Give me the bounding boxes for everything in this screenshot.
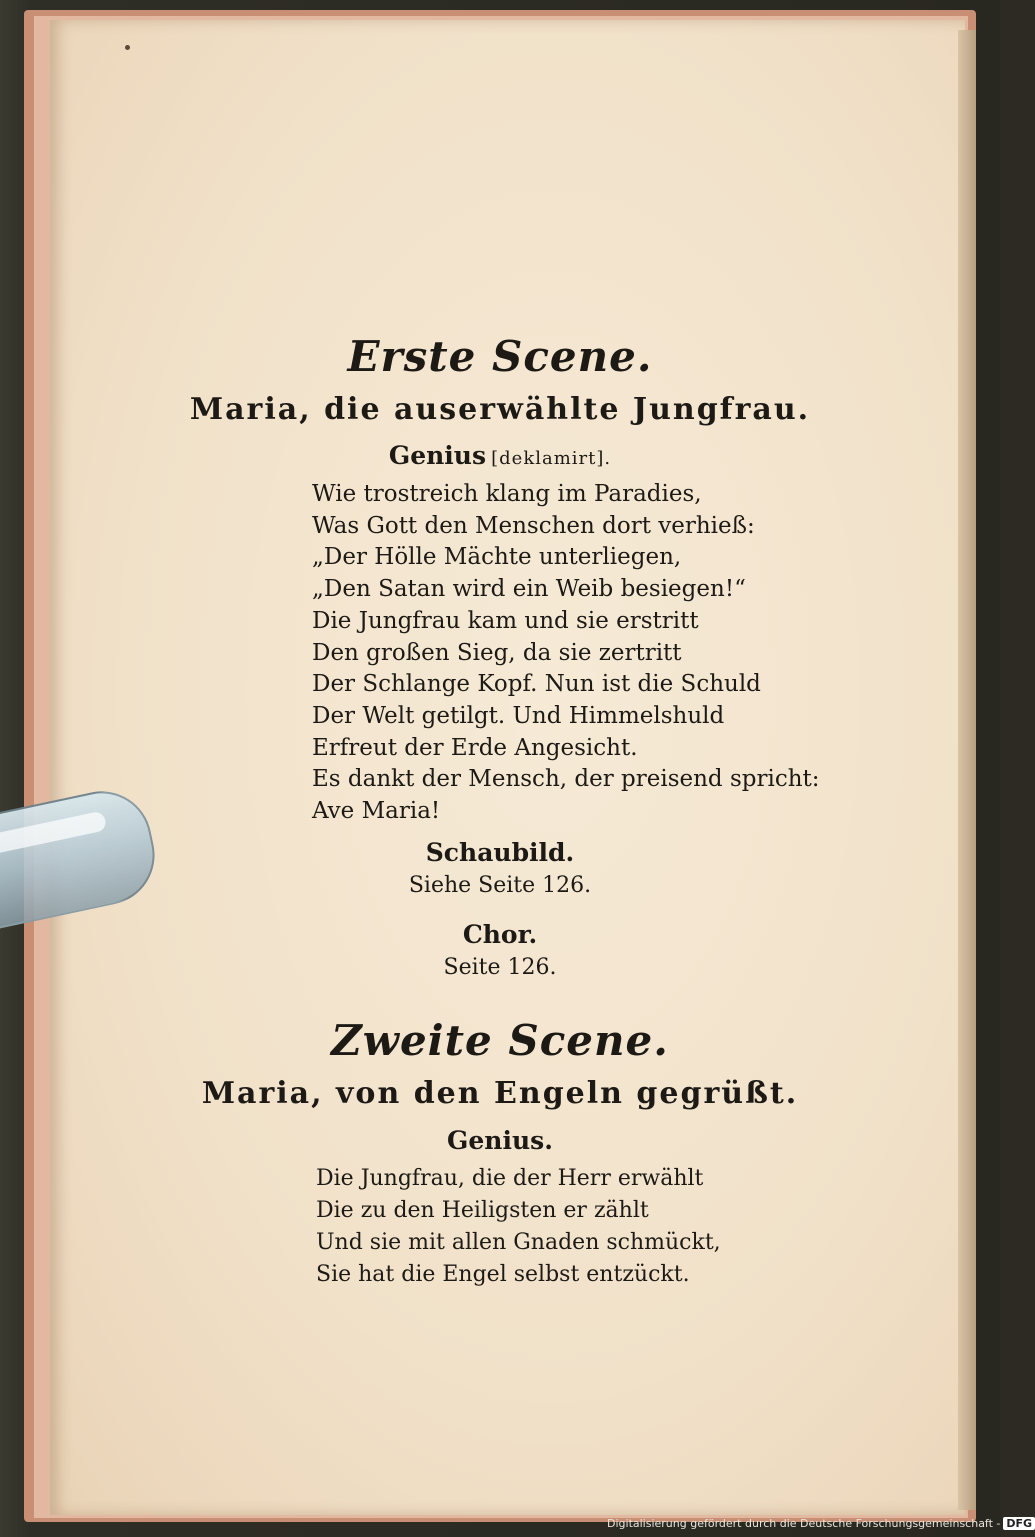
clamp-glare — [0, 810, 107, 855]
schaubild-reference: Siehe Seite 126. — [408, 873, 592, 898]
digitization-credit — [607, 1517, 1035, 1530]
verse-line: Die Jungfrau, die der Herr erwählt — [316, 1166, 704, 1191]
schaubild-heading: Schaubild. — [425, 838, 575, 867]
dfg-logo: DFG — [1003, 1517, 1035, 1530]
verse-line: Was Gott den Menschen dort verhieß: — [312, 512, 755, 539]
verse-line: Die Jungfrau kam und sie erstritt — [312, 607, 699, 634]
verse-line: Erfreut der Erde Angesicht. — [312, 734, 638, 761]
scene1-verse — [312, 479, 820, 828]
verse-line: Der Welt getilgt. Und Himmelshuld — [312, 702, 725, 729]
verse-line: Und sie mit allen Gnaden schmückt, — [316, 1230, 721, 1255]
scene2-verse — [316, 1163, 721, 1291]
scene2-subtitle: Maria, von den Engeln gegrüßt. — [201, 1076, 799, 1111]
verse-line: „Den Satan wird ein Weib besiegen!“ — [312, 576, 746, 603]
chor-reference: Seite 126. — [443, 955, 557, 980]
scene1-speaker: Genius — [388, 441, 487, 470]
page-right-edge — [958, 30, 976, 1510]
verse-line: „Der Hölle Mächte unterliegen, — [312, 544, 682, 571]
chor-heading: Chor. — [462, 920, 538, 949]
verse-line: Der Schlange Kopf. Nun ist die Schuld — [312, 671, 761, 698]
verse-line: Es dankt der Mensch, der preisend spricht: — [312, 766, 820, 793]
scene2-speaker: Genius. — [447, 1126, 553, 1155]
verse-line: Wie trostreich klang im Paradies, — [312, 481, 702, 507]
page-speck — [125, 45, 130, 50]
verse-line: Ave Maria! — [312, 798, 441, 825]
scene1-subtitle: Maria, die auserwählte Jungfrau. — [189, 392, 811, 427]
scene1-stage-direction: [deklamirt]. — [491, 448, 612, 469]
scene1-title: Erste Scene. — [347, 332, 653, 381]
verse-line: Die zu den Heiligsten er zählt — [316, 1198, 649, 1223]
verse-line: Sie hat die Engel selbst entzückt. — [316, 1262, 690, 1287]
credit-text: Digitalisierung gefördert durch die Deutsche Forschungsgemeinschaft - — [607, 1517, 1001, 1530]
scene2-title: Zweite Scene. — [331, 1016, 669, 1065]
scene1-speaker-line — [0, 441, 1000, 470]
verse-line: Den großen Sieg, da sie zertritt — [312, 639, 682, 666]
